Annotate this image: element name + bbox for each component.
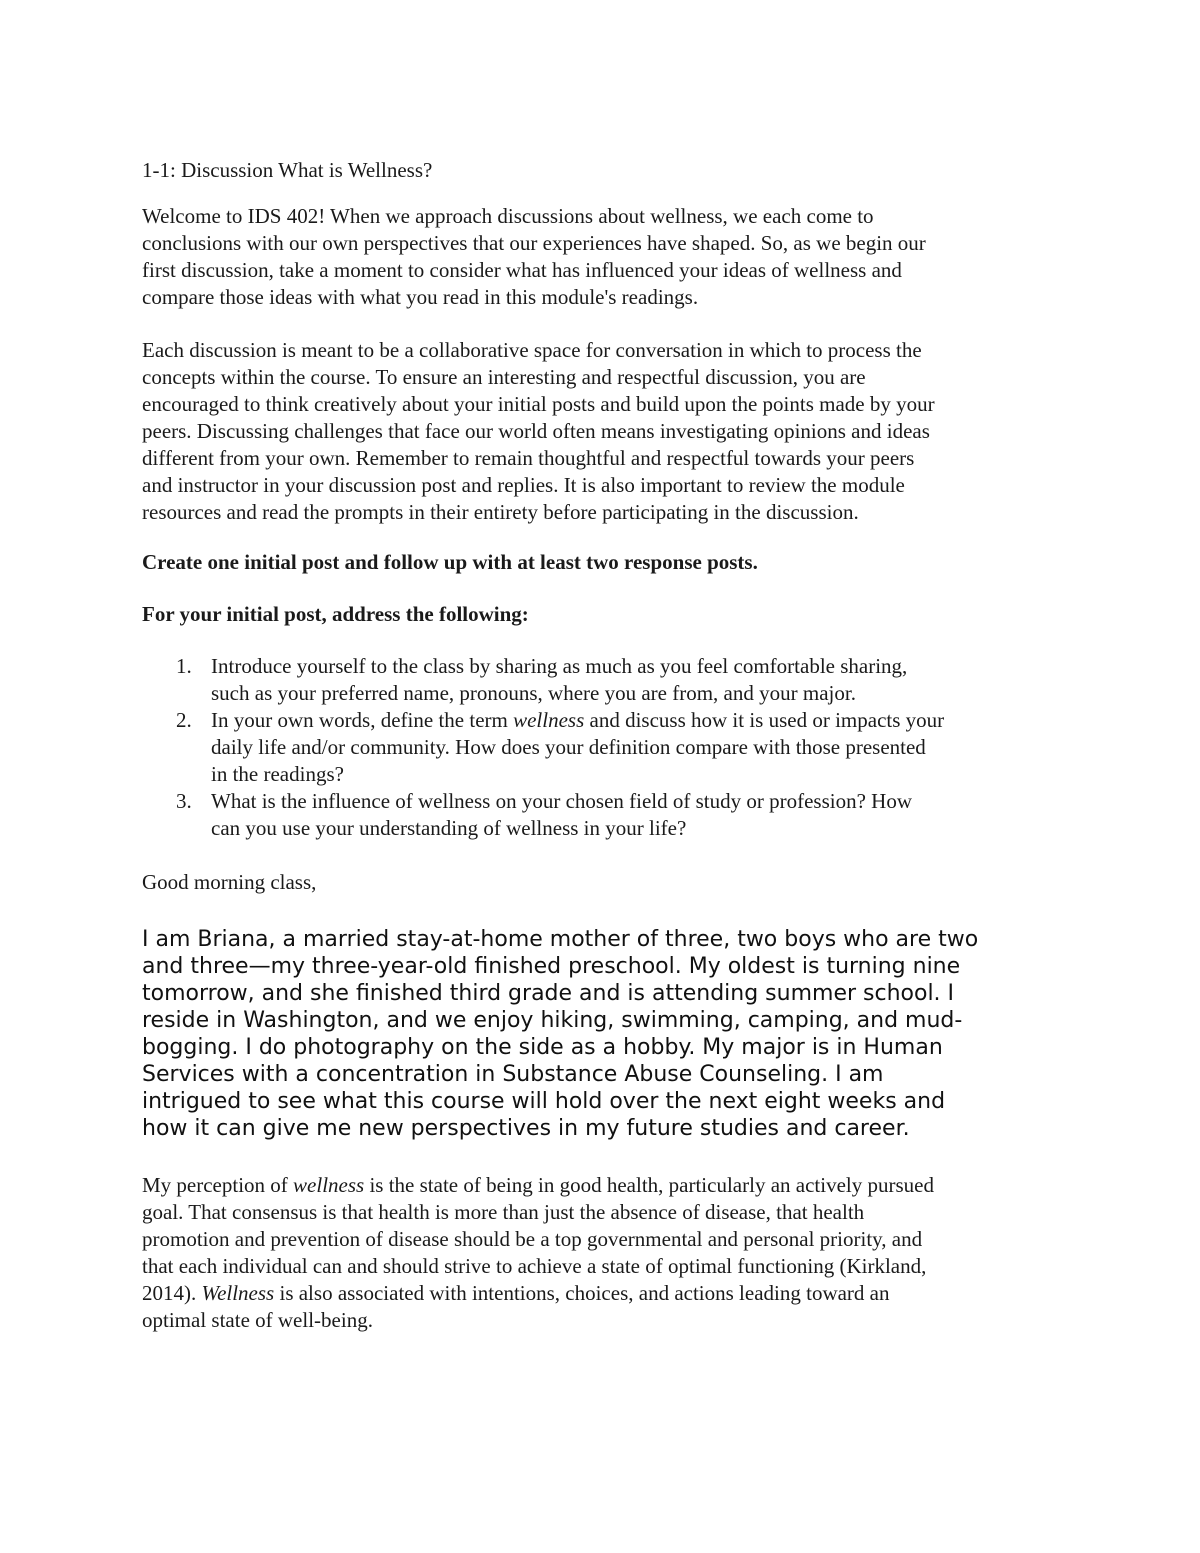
text-line: bogging. I do photography on the side as a hobby. My major is in Human bbox=[142, 1035, 943, 1060]
text-line: promotion and prevention of disease should be a top governmental and personal priority, and bbox=[142, 1227, 923, 1251]
text-line: optimal state of well-being. bbox=[142, 1308, 373, 1332]
text-line: can you use your understanding of wellness in your life? bbox=[211, 816, 687, 840]
list-number: 3. bbox=[176, 789, 192, 813]
emphasized-term: wellness bbox=[293, 1173, 365, 1197]
post-requirement-instruction: Create one initial post and follow up with at least two response posts. bbox=[142, 550, 758, 574]
text-line: in the readings? bbox=[211, 762, 344, 786]
text-line: compare those ideas with what you read in this module's readings. bbox=[142, 285, 699, 309]
text-line: and instructor in your discussion post and replies. It is also important to review the module bbox=[142, 473, 905, 497]
text-line bbox=[142, 1280, 934, 1307]
list-number: 1. bbox=[176, 654, 192, 678]
text-segment: My perception of bbox=[142, 1173, 294, 1197]
document-title: 1-1: Discussion What is Wellness? bbox=[142, 158, 433, 182]
text-line: such as your preferred name, pronouns, where you are from, and your major. bbox=[211, 681, 856, 705]
text-line: resources and read the prompts in their entirety before participating in the discussion. bbox=[142, 500, 859, 524]
text-line: first discussion, take a moment to consider what has influenced your ideas of wellness and bbox=[142, 258, 902, 282]
greeting: Good morning class, bbox=[142, 870, 317, 894]
text-line: goal. That consensus is that health is more than just the absence of disease, that health bbox=[142, 1200, 865, 1224]
list-number: 2. bbox=[176, 708, 192, 732]
text-line: Introduce yourself to the class by sharing as much as you feel comfortable sharing, bbox=[211, 654, 908, 678]
list-item bbox=[142, 707, 1064, 788]
text-line: Services with a concentration in Substance Abuse Counseling. I am bbox=[142, 1062, 884, 1087]
text-line: What is the influence of wellness on your chosen field of study or profession? How bbox=[211, 789, 912, 813]
text-line: tomorrow, and she finished third grade and is attending summer school. I bbox=[142, 981, 955, 1006]
text-segment: 2014). bbox=[142, 1281, 202, 1305]
text-line: intrigued to see what this course will hold over the next eight weeks and bbox=[142, 1089, 946, 1114]
discussion-expectations-paragraph bbox=[142, 337, 935, 526]
text-segment: is the state of being in good health, particularly an actively pursued bbox=[364, 1173, 934, 1197]
initial-post-instruction: For your initial post, address the following: bbox=[142, 602, 529, 626]
text-line bbox=[211, 707, 1064, 734]
text-line: conclusions with our own perspectives that our experiences have shaped. So, as we begin our bbox=[142, 231, 926, 255]
intro-paragraph bbox=[142, 203, 926, 311]
text-line: how it can give me new perspectives in my future studies and career. bbox=[142, 1116, 910, 1141]
emphasized-term: Wellness bbox=[201, 1281, 275, 1305]
wellness-definition-paragraph bbox=[142, 1172, 934, 1334]
text-line: different from your own. Remember to remain thoughtful and respectful towards your peers bbox=[142, 446, 915, 470]
prompt-list bbox=[142, 653, 1064, 842]
text-line: Welcome to IDS 402! When we approach discussions about wellness, we each come to bbox=[142, 204, 874, 228]
text-line: Each discussion is meant to be a collaborative space for conversation in which to process the bbox=[142, 338, 922, 362]
list-item bbox=[142, 653, 1064, 707]
text-segment: In your own words, define the term bbox=[211, 708, 514, 732]
text-line: that each individual can and should strive to achieve a state of optimal functioning (Kirkland, bbox=[142, 1254, 927, 1278]
text-line: and three—my three-year-old finished preschool. My oldest is turning nine bbox=[142, 954, 961, 979]
text-line: I am Briana, a married stay-at-home mother of three, two boys who are two bbox=[142, 927, 979, 952]
text-line: encouraged to think creatively about your initial posts and build upon the points made by your bbox=[142, 392, 935, 416]
text-line: peers. Discussing challenges that face our world often means investigating opinions and ideas bbox=[142, 419, 930, 443]
text-line bbox=[142, 1172, 934, 1199]
list-item bbox=[142, 788, 1064, 842]
text-line: daily life and/or community. How does your definition compare with those presented bbox=[211, 735, 926, 759]
text-segment: and discuss how it is used or impacts your bbox=[584, 708, 945, 732]
text-line: concepts within the course. To ensure an interesting and respectful discussion, you are bbox=[142, 365, 866, 389]
self-introduction-paragraph bbox=[142, 926, 978, 1142]
text-segment: is also associated with intentions, choices, and actions leading toward an bbox=[274, 1281, 890, 1305]
emphasized-term: wellness bbox=[513, 708, 585, 732]
text-line: reside in Washington, and we enjoy hiking, swimming, camping, and mud- bbox=[142, 1008, 963, 1033]
